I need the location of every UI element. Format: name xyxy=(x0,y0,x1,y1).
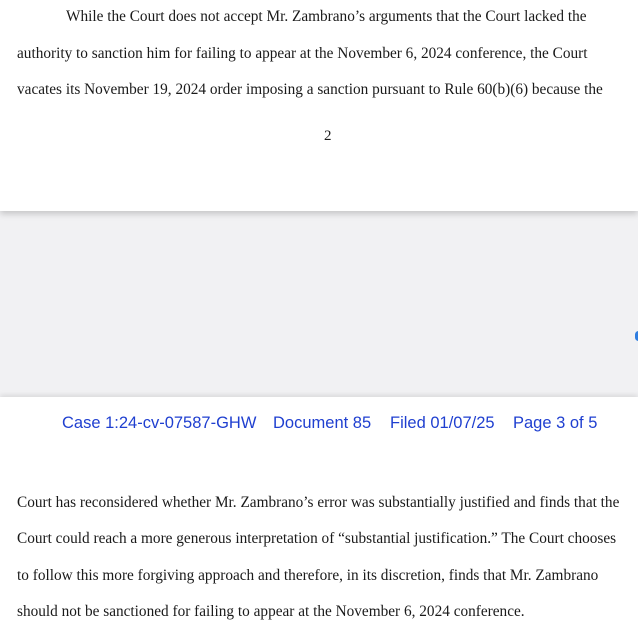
paragraph-line: While the Court does not accept Mr. Zambrano’s arguments that the Court lacked the xyxy=(66,8,587,25)
page-number: 2 xyxy=(324,128,332,144)
paragraph-line: to follow this more forgiving approach and therefore, in its discretion, finds that Mr. Zambrano xyxy=(17,567,599,584)
ecf-filed-date: Filed 01/07/25 xyxy=(390,414,495,432)
pdf-page-2 xyxy=(0,0,638,211)
paragraph-line: authority to sanction him for failing to appear at the November 6, 2024 conference, the Court xyxy=(17,45,588,62)
paragraph-line: Court has reconsidered whether Mr. Zambrano’s error was substantially justified and finds that the xyxy=(17,494,620,511)
ecf-document-number: Document 85 xyxy=(273,414,372,432)
paragraph-line: should not be sanctioned for failing to appear at the November 6, 2024 conference. xyxy=(17,603,525,620)
ecf-case-number: Case 1:24-cv-07587-GHW xyxy=(62,414,257,432)
paragraph-line: Court could reach a more generous interpretation of “substantial justification.” The Court chooses xyxy=(17,530,617,547)
paragraph-line: vacates its November 19, 2024 order imposing a sanction pursuant to Rule 60(b)(6) because the xyxy=(17,81,603,98)
ecf-page-count: Page 3 of 5 xyxy=(513,414,598,432)
